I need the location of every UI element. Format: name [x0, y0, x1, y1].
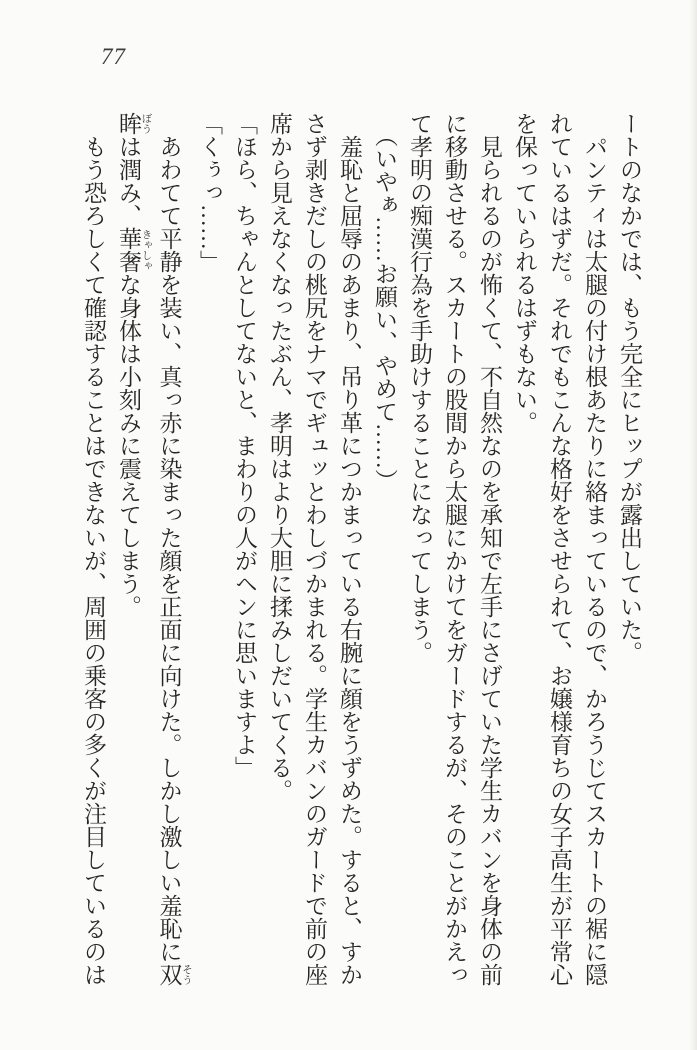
- text-line: て孝明の痴漢行為を手助けすることになってしまう。: [407, 112, 432, 664]
- text-line: に移動させる。スカートの股間から太腿にかけてをガードするが、そのことがかえっ: [442, 112, 467, 986]
- text-line: れているはずだ。それでもこんな格好をさせられて、お嬢様育ちの女子高生が平常心: [547, 112, 572, 986]
- text-line: を保っていられるはずもない。: [512, 112, 537, 434]
- text-line: あわてて平静を装い、真っ赤に染まった顔を正面に向けた。しかし激しい羞恥に双 そう: [156, 135, 192, 986]
- text-line: パンティは太腿の付け根あたりに絡まっているので、かろうじてスカートの裾に隠: [582, 135, 607, 986]
- text-line: もう恐ろしくて確認することはできないが、周囲の乗客の多くが注目しているのは: [81, 135, 106, 986]
- text-line: 席から見えなくなったぶん、孝明はより大胆に揉みしだいてくる。: [267, 112, 292, 802]
- text-line: 羞恥と屈辱のあまり、吊り革につかまっている右腕に顔をうずめた。すると、すか: [337, 135, 362, 986]
- text-line: 「ほら、ちゃんとしてないと、まわりの人がヘンに思いますよ」: [232, 112, 257, 779]
- text-line: 眸 ぼうは潤み、華奢 きゃしゃな身体は小刻みに震えてしまう。: [116, 112, 152, 618]
- text-line: さず剥きだしの桃尻をナマでギュッとわしづかまれる。学生カバンのガードで前の座: [302, 112, 327, 986]
- text-line: （いやぁ……お願い、やめて……）: [372, 123, 397, 492]
- text-block: [76, 112, 647, 1007]
- text-line: 見られるのが怖くて、不自然なのを承知で左手にさげていた学生カバンを身体の前: [477, 135, 502, 986]
- page-number: 77: [101, 44, 126, 69]
- scan-edge-shading: [689, 0, 697, 1050]
- text-line: ートのなかでは、もう完全にヒップが露出していた。: [617, 112, 642, 664]
- text-line: 「くぅっ……」: [197, 112, 222, 273]
